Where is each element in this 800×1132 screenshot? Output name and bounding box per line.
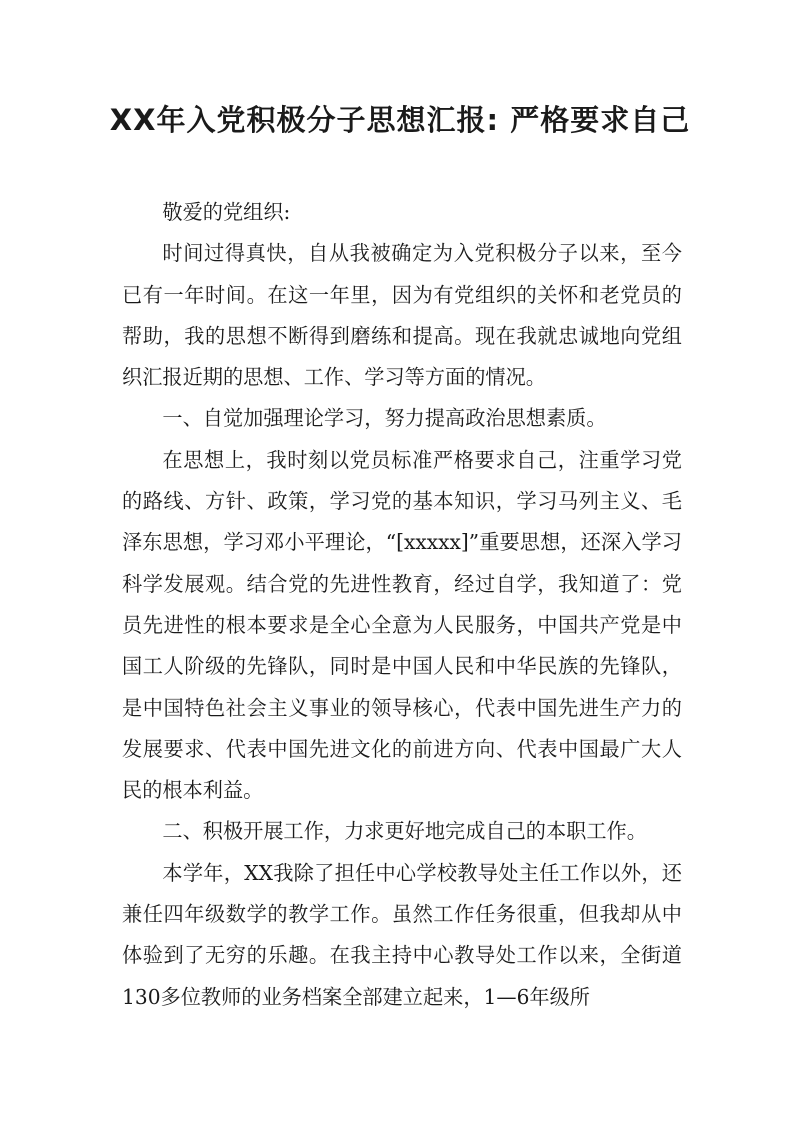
- salutation-paragraph: 敬爱的党组织:: [162, 200, 291, 224]
- section-heading-2: 二、积极开展工作，力求更好地完成自己的本职工作。: [162, 819, 647, 844]
- intro-paragraph: 时间过得真快，自从我被确定为入党积极分子以来，至今已有一年时间。在这一年里，因为有党组织的关怀和老党员的帮助，我的思想不断得到磨练和提高。现在我就忠诚地向党组织汇报近期的思想、工作、学习等方面的情况。: [122, 241, 682, 390]
- document-title: XX年入党积极分子思想汇报: 严格要求自己: [109, 103, 691, 137]
- section-2-paragraph: 本学年，XX我除了担任中心学校教导处主任工作以外，还兼任四年级数学的教学工作。虽然工作任务很重，但我却从中体验到了无穷的乐趣。在我主持中心教导处工作以来，全街道130多位教师的业务档案全部建立起来，1—6年级所: [122, 860, 682, 1009]
- section-1-paragraph: 在思想上，我时刻以党员标准严格要求自己，注重学习党的路线、方针、政策，学习党的基本知识，学习马列主义、毛泽东思想，学习邓小平理论，“[xxxxx]”重要思想，还深入学习科学发展观。结合党的先进性教育，经过自学，我知道了：党员先进性的根本要求是全心全意为人民服务，中国共产党是中国工人阶级的先锋队，同时是中国人民和中华民族的先锋队，是中国特色社会主义事业的领导核心，代表中国先进生产力的发展要求、代表中国先进文化的前进方向、代表中国最广大人民的根本利益。: [122, 447, 682, 803]
- section-heading-1: 一、自觉加强理论学习，努力提高政治思想素质。: [162, 406, 607, 431]
- document-body: [122, 192, 682, 1018]
